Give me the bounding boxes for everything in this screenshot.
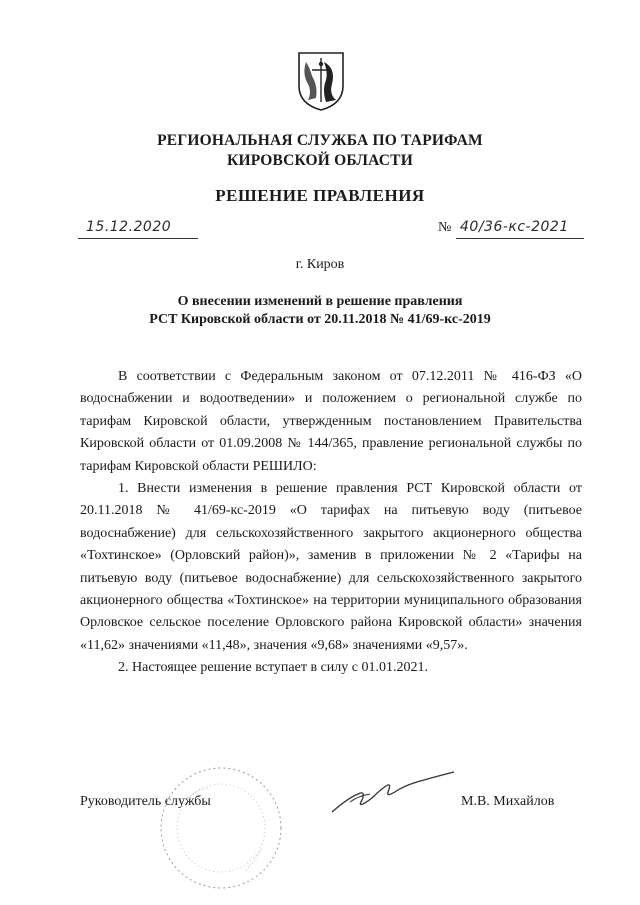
subject-line2: РСТ Кировской области от 20.11.2018 № 41/69-кс-2019 — [149, 312, 491, 327]
body-paragraph-3: 2. Настоящее решение вступает в силу с 01.01.2021. — [118, 660, 428, 676]
signatory-title: Руководитель службы — [80, 794, 211, 809]
organization-name-line2: КИРОВСКОЙ ОБЛАСТИ — [227, 152, 413, 169]
organization-name-line1: РЕГИОНАЛЬНАЯ СЛУЖБА ПО ТАРИФАМ — [157, 132, 483, 149]
document-date: 15.12.2020 — [86, 219, 172, 235]
body-paragraph-1: В соответствии с Федеральным законом от 07.12.2011 № 416-ФЗ «О водоснабжении и водоотведении» и положением о региональной службе по тарифам Кировской области, утвержденным постановлением Правительства Кировской области от 01.09.2008 № 144/365, правление региональной службы по тарифам Кировской области РЕШИЛО: — [80, 369, 582, 474]
city-name: г. Киров — [295, 257, 345, 272]
document-number: 40/36-кс-2021 — [460, 219, 569, 235]
number-sign: № — [438, 220, 452, 235]
signatory-name: М.В. Михайлов — [461, 794, 555, 809]
official-stamp — [156, 760, 286, 895]
document-type-title: РЕШЕНИЕ ПРАВЛЕНИЯ — [215, 186, 425, 205]
handwritten-signature — [328, 768, 458, 816]
subject-line1: О внесении изменений в решение правления — [177, 294, 463, 309]
coat-of-arms-emblem — [296, 50, 346, 112]
body-paragraph-2: 1. Внести изменения в решение правления РСТ Кировской области от 20.11.2018 № 41/69-кс-2019 «О тарифах на питьевую воду (питьевое водоснабжение) для сельскохозяйственного закрытого акционерного общества «Тохтинское» (Орловский район)», заменив в приложении № 2 «Тарифы на питьевую воду (питьевое водоснабжение) для сельскохозяйственного закрытого акционерного общества «Тохтинское» на территории муниципального образования Орловское сельское поселение Орловского района Кировской области» значения «11,62» значениями «11,48», значения «9,68» значениями «9,57». — [80, 481, 582, 653]
document-body — [80, 366, 582, 680]
